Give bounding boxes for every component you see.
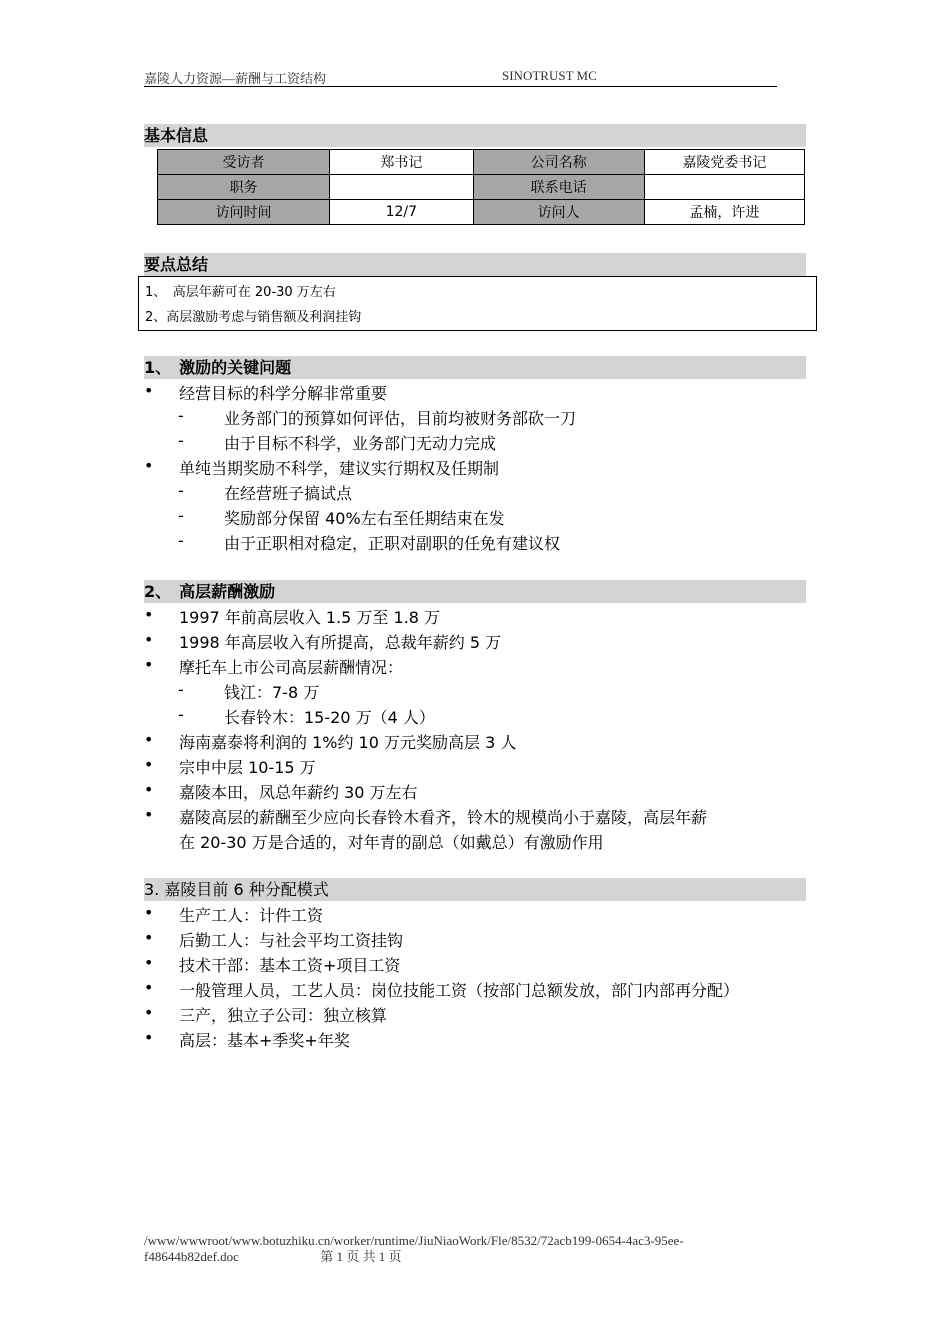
footer-path: /www/wwwroot/www.botuzhiku.cn/worker/runtime/JiuNiaoWork/Fle/8532/72acb199-0654-4ac3-95ee- bbox=[144, 1233, 684, 1248]
list-item-text: 后勤工人：与社会平均工资挂钩 bbox=[179, 931, 404, 950]
bullet-icon: • bbox=[144, 755, 154, 774]
table-cell: 孟楠，许进 bbox=[644, 200, 804, 225]
bullet-icon: • bbox=[144, 730, 154, 749]
bullet-icon: • bbox=[144, 1003, 154, 1022]
bullet-icon: • bbox=[144, 630, 154, 649]
bullet-icon: • bbox=[144, 456, 154, 475]
table-cell: 受访者 bbox=[158, 150, 330, 175]
list-item-text: 单纯当期奖励不科学，建议实行期权及任期制 bbox=[179, 459, 500, 478]
bullet-icon: • bbox=[144, 655, 154, 674]
list-item-text: 1998 年高层收入有所提高，总裁年薪约 5 万 bbox=[179, 633, 502, 652]
list-item-text: 嘉陵本田，凤总年薪约 30 万左右 bbox=[179, 783, 418, 802]
summary-heading: 要点总结 bbox=[144, 253, 806, 276]
basic-info-table bbox=[157, 149, 805, 225]
bullet-icon: • bbox=[144, 780, 154, 799]
header-title: 嘉陵人力资源—薪酬与工资结构 bbox=[144, 71, 327, 86]
list-item-text: 1997 年前高层收入 1.5 万至 1.8 万 bbox=[179, 608, 441, 627]
table-cell bbox=[644, 175, 804, 200]
dash-marker-icon: - bbox=[178, 705, 184, 724]
table-row bbox=[158, 200, 805, 225]
list-item-text: 技术干部：基本工资+项目工资 bbox=[179, 956, 401, 975]
table-cell bbox=[330, 175, 473, 200]
table-row bbox=[158, 175, 805, 200]
section-2-heading: 2、 高层薪酬激励 bbox=[144, 580, 806, 603]
bullet-icon: • bbox=[144, 978, 154, 997]
basic-info-heading: 基本信息 bbox=[144, 124, 806, 147]
list-item-text: 生产工人：计件工资 bbox=[179, 906, 324, 925]
bullet-icon: • bbox=[144, 805, 154, 824]
list-item-text: 嘉陵高层的薪酬至少应向长春铃木看齐，铃木的规模尚小于嘉陵，高层年薪 bbox=[179, 808, 708, 827]
table-cell: 12/7 bbox=[330, 200, 473, 225]
section-3-heading: 3. 嘉陵目前 6 种分配模式 bbox=[144, 878, 806, 901]
list-item-text: 钱江：7-8 万 bbox=[224, 683, 320, 702]
table-cell: 郑书记 bbox=[330, 150, 473, 175]
list-item-text: 高层：基本+季奖+年奖 bbox=[179, 1031, 350, 1050]
table-cell: 嘉陵党委书记 bbox=[644, 150, 804, 175]
list-item-text: 在经营班子搞试点 bbox=[224, 484, 353, 503]
dash-marker-icon: - bbox=[178, 406, 184, 425]
list-item-text: 由于目标不科学，业务部门无动力完成 bbox=[224, 434, 497, 453]
list-item-text: 由于正职相对稳定，正职对副职的任免有建议权 bbox=[224, 534, 561, 553]
header-company: SINOTRUST MC bbox=[502, 68, 597, 83]
summary-item: 2、高层激励考虑与销售额及利润挂钩 bbox=[145, 310, 362, 325]
dash-marker-icon: - bbox=[178, 680, 184, 699]
page-number: 第 1 页 共 1 页 bbox=[320, 1249, 402, 1264]
table-cell: 访问人 bbox=[473, 200, 644, 225]
table-cell: 联系电话 bbox=[473, 175, 644, 200]
list-item-text: 在 20-30 万是合适的，对年青的副总（如戴总）有激励作用 bbox=[179, 833, 604, 852]
dash-marker-icon: - bbox=[178, 531, 184, 550]
dash-marker-icon: - bbox=[178, 481, 184, 500]
summary-item: 1、 高层年薪可在 20-30 万左右 bbox=[145, 285, 336, 300]
section-1-heading: 1、 激励的关键问题 bbox=[144, 356, 806, 379]
list-item-text: 一般管理人员，工艺人员：岗位技能工资（按部门总额发放，部门内部再分配） bbox=[179, 981, 740, 1000]
table-row bbox=[158, 150, 805, 175]
page-header bbox=[144, 66, 777, 87]
table-cell: 公司名称 bbox=[473, 150, 644, 175]
footer-filename: f48644b82def.doc bbox=[144, 1249, 239, 1264]
summary-box bbox=[138, 276, 817, 331]
list-item-text: 长春铃木：15-20 万（4 人） bbox=[224, 708, 435, 727]
page-footer bbox=[144, 1233, 784, 1265]
list-item-text: 海南嘉泰将利润的 1%约 10 万元奖励高层 3 人 bbox=[179, 733, 517, 752]
table-cell: 访问时间 bbox=[158, 200, 330, 225]
list-item-text: 奖励部分保留 40%左右至任期结束在发 bbox=[224, 509, 505, 528]
list-item-text: 经营目标的科学分解非常重要 bbox=[179, 384, 388, 403]
bullet-icon: • bbox=[144, 953, 154, 972]
dash-marker-icon: - bbox=[178, 431, 184, 450]
bullet-icon: • bbox=[144, 605, 154, 624]
list-item-text: 摩托车上市公司高层薪酬情况： bbox=[179, 658, 404, 677]
bullet-icon: • bbox=[144, 928, 154, 947]
bullet-icon: • bbox=[144, 903, 154, 922]
table-cell: 职务 bbox=[158, 175, 330, 200]
bullet-icon: • bbox=[144, 381, 154, 400]
list-item-text: 三产，独立子公司：独立核算 bbox=[179, 1006, 388, 1025]
bullet-icon: • bbox=[144, 1028, 154, 1047]
list-item-text: 宗申中层 10-15 万 bbox=[179, 758, 316, 777]
list-item-text: 业务部门的预算如何评估，目前均被财务部砍一刀 bbox=[224, 409, 577, 428]
dash-marker-icon: - bbox=[178, 506, 184, 525]
